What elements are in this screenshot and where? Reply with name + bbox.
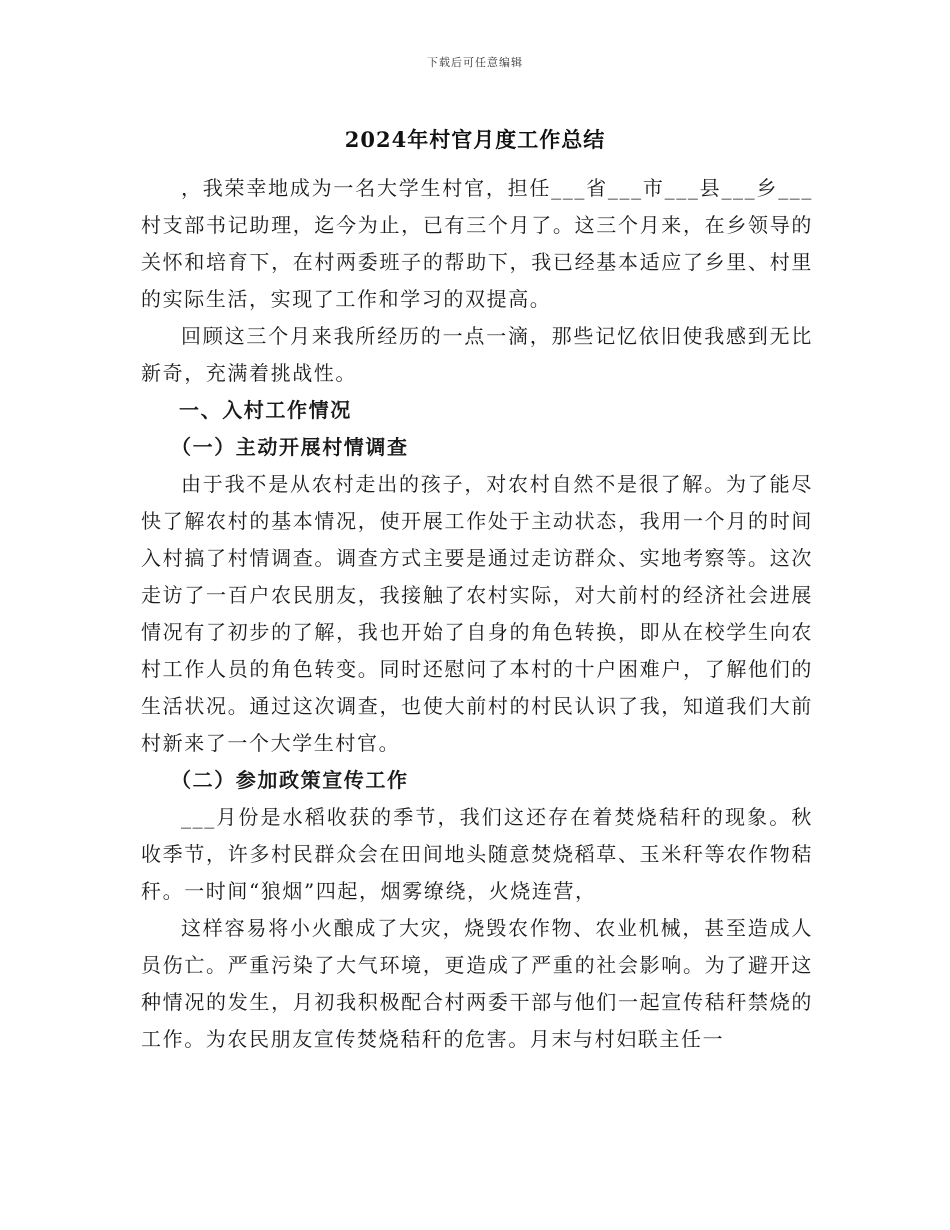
- document-body: [141, 170, 813, 1058]
- subsection-heading-2: （二）参加政策宣传工作: [171, 768, 409, 792]
- subsection-heading-1: （一）主动开展村情调查: [171, 435, 409, 459]
- paragraph-review: 回顾这三个月来我所经历的一点一滴，那些记忆依旧使我感到无比新奇，充满着挑战性。: [141, 324, 813, 385]
- paragraph-village-survey: 由于我不是从农村走出的孩子，对农村自然不是很了解。为了能尽快了解农村的基本情况，使开展工作处于主动状态，我用一个月的时间入村搞了村情调查。调查方式主要是通过走访群众、实地考察等。这次走访了一百户农民朋友，我接触了农村实际，对大前村的经济社会进展情况有了初步的了解，我也开始了自身的角色转换，即从在校学生向农村工作人员的角色转变。同时还慰问了本村的十户困难户，了解他们的生活状况。通过这次调查，也使大前村的村民认识了我，知道我们大前村新来了一个大学生村官。: [141, 472, 813, 755]
- section-heading-1: 一、入村工作情况: [179, 398, 352, 422]
- paragraph-harvest: ___月份是水稻收获的季节，我们这还存在着焚烧秸秆的现象。秋收季节，许多村民群众会在田间地头随意焚烧稻草、玉米秆等农作物秸秆。一时间“狼烟”四起，烟雾缭绕，火烧连营，: [141, 805, 813, 903]
- document-title: 2024年村官月度工作总结: [344, 127, 606, 152]
- paragraph-intro: ，我荣幸地成为一名大学生村官，担任___省___市___县___乡___村支部书记助理，迄今为止，已有三个月了。这三个月来，在乡领导的关怀和培育下，在村两委班子的帮助下，我已经基本适应了乡里、村里的实际生活，实现了工作和学习的双提高。: [141, 176, 813, 311]
- paragraph-straw-burning: 这样容易将小火酿成了大灾，烧毁农作物、农业机械，甚至造成人员伤亡。严重污染了大气环境，更造成了严重的社会影响。为了避开这种情况的发生，月初我积极配合村两委干部与他们一起宣传秸秆禁烧的工作。为农民朋友宣传焚烧秸秆的危害。月末与村妇联主任一: [141, 916, 813, 1051]
- header-note: 下载后可任意编辑: [427, 56, 523, 69]
